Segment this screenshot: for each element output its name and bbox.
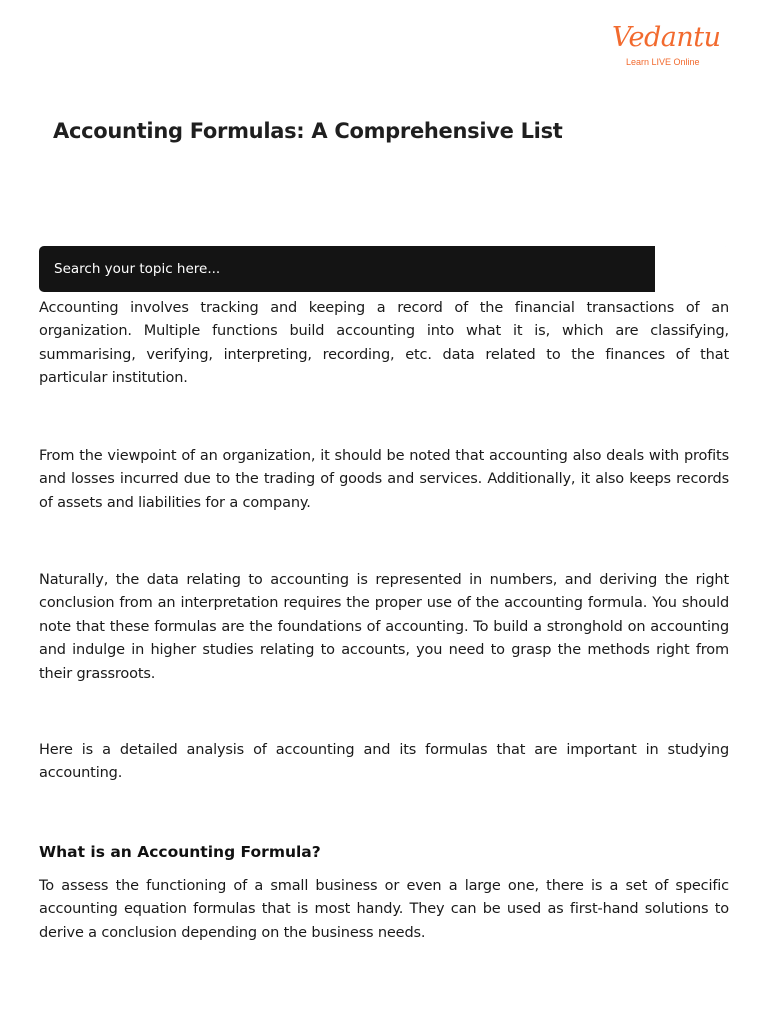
logo-tagline: Learn LIVE Online bbox=[626, 57, 700, 67]
analysis-intro-paragraph: Here is a detailed analysis of accounting and its formulas that are important in studying accounting. bbox=[39, 742, 729, 782]
page-title: Accounting Formulas: A Comprehensive List bbox=[53, 119, 563, 143]
section-heading: What is an Accounting Formula? bbox=[39, 843, 321, 861]
search-box bbox=[39, 246, 729, 292]
logo-wordmark: Vedantu bbox=[612, 22, 721, 53]
intro-paragraph: Accounting involves tracking and keeping a record of the financial transactions of an organization. Multiple functions build accounting into what it is, which are classifying, summarising, verifying, interpreting, recording, etc. data related to the finances of that particular institution. bbox=[39, 300, 729, 387]
formula-importance-paragraph: Naturally, the data relating to accounting is represented in numbers, and deriving the right conclusion from an interpretation requires the proper use of the accounting formula. You should note that these formulas are the foundations of accounting. To build a stronghold on accounting and indulge in higher studies relating to accounts, you need to grasp the methods right from their grassroots. bbox=[39, 572, 729, 682]
section-body-paragraph: To assess the functioning of a small business or even a large one, there is a set of specific accounting equation formulas that is most handy. They can be used as first-hand solutions to derive a conclusion depending on the business needs. bbox=[39, 878, 729, 941]
search-button[interactable] bbox=[655, 246, 730, 292]
viewpoint-paragraph: From the viewpoint of an organization, it should be noted that accounting also deals with profits and losses incurred due to the trading of goods and services. Additionally, it also keeps records of assets and liabilities for a company. bbox=[39, 448, 729, 511]
vedantu-logo[interactable] bbox=[612, 22, 721, 72]
search-input[interactable]: Search your topic here... bbox=[39, 246, 655, 292]
